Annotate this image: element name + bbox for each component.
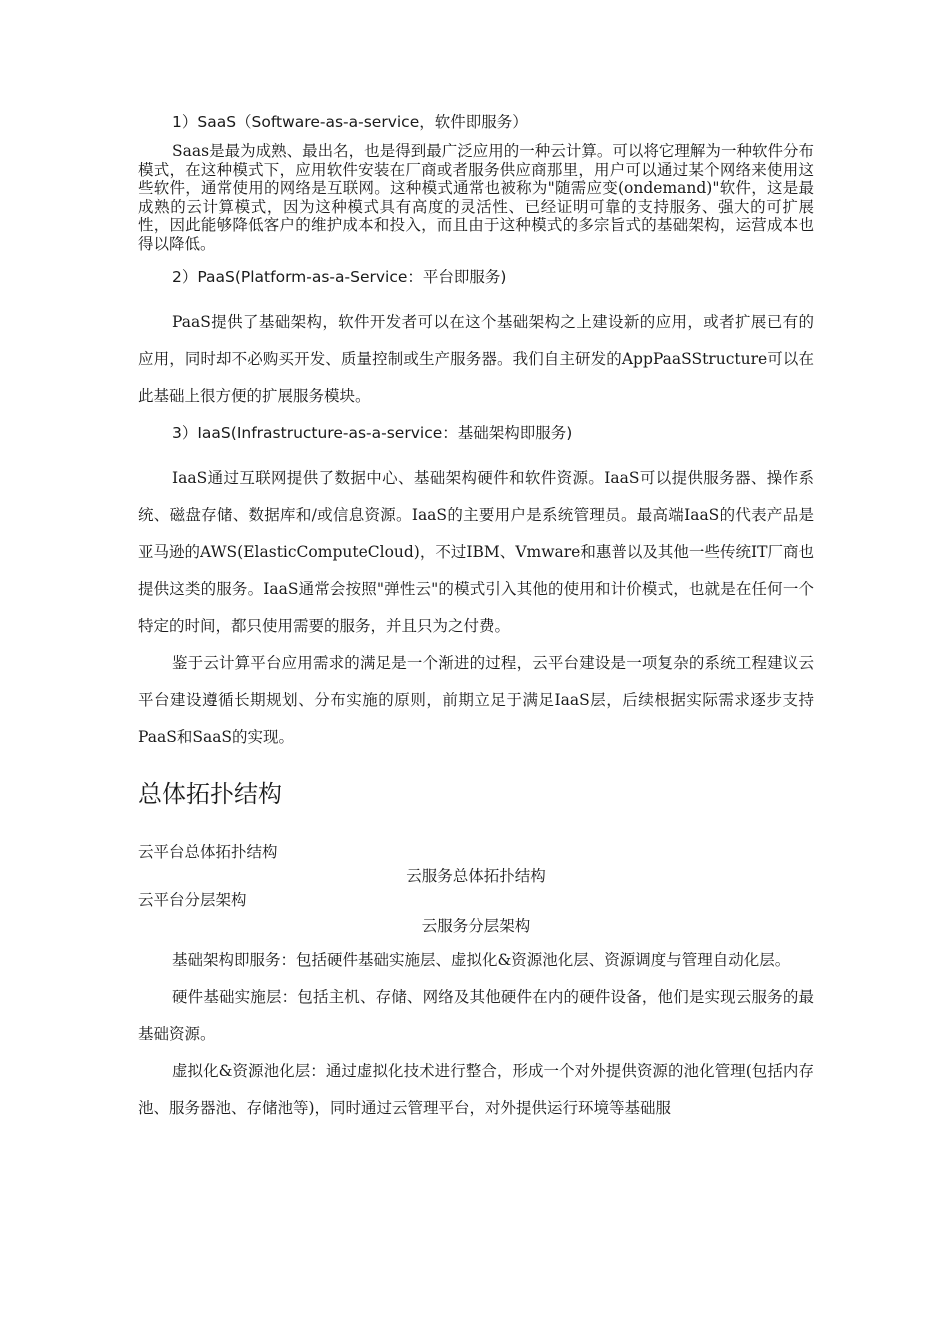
- document-page: [138, 108, 814, 1127]
- layers-caption: 云服务分层架构: [421, 917, 531, 935]
- topology-caption: 云服务总体拓扑结构: [406, 867, 546, 885]
- saas-paragraph: Saas是最为成熟、最出名，也是得到最广泛应用的一种云计算。可以将它理解为一种软件分布模式，在这种模式下，应用软件安装在厂商或者服务供应商那里，用户可以通过某个网络来使用这些软件，通常使用的网络是互联网。这种模式通常也被称为"随需应变(ondemand)"软件，这是最成熟的云计算模式，因为这种模式具有高度的灵活性、已经证明可靠的支持服务、强大的可扩展性，因此能够降低客户的维护成本和投入，而且由于这种模式的多宗旨式的基础架构，运营成本也得以降低。: [138, 142, 814, 253]
- paas-heading: 2）PaaS(Platform-as-a-Service：平台即服务): [172, 268, 507, 286]
- section-title: 总体拓扑结构: [138, 780, 282, 808]
- saas-heading: 1）SaaS（Software-as-a-service，软件即服务）: [172, 113, 528, 131]
- iaas-heading: 3）IaaS(Infrastructure-as-a-service：基础架构即服务): [172, 424, 573, 442]
- paas-paragraph: PaaS提供了基础架构，软件开发者可以在这个基础架构之上建设新的应用，或者扩展已有的应用，同时却不必购买开发、质量控制或生产服务器。我们自主研发的AppPaaSStructure可以在此基础上很方便的扩展服务模块。: [138, 313, 814, 405]
- layers-label: 云平台分层架构: [138, 891, 247, 909]
- iaas-layers-paragraph: 基础架构即服务：包括硬件基础实施层、虚拟化&资源池化层、资源调度与管理自动化层。: [172, 951, 791, 969]
- summary-paragraph: 鉴于云计算平台应用需求的满足是一个渐进的过程，云平台建设是一项复杂的系统工程建议云平台建设遵循长期规划、分布实施的原则，前期立足于满足IaaS层，后续根据实际需求逐步支持PaaS和SaaS的实现。: [138, 654, 814, 746]
- hardware-layer-paragraph: 硬件基础实施层：包括主机、存储、网络及其他硬件在内的硬件设备，他们是实现云服务的最基础资源。: [138, 988, 814, 1043]
- virtualization-layer-paragraph: 虚拟化&资源池化层：通过虚拟化技术进行整合，形成一个对外提供资源的池化管理(包括内存池、服务器池、存储池等)，同时通过云管理平台，对外提供运行环境等基础服: [138, 1062, 814, 1117]
- iaas-paragraph: IaaS通过互联网提供了数据中心、基础架构硬件和软件资源。IaaS可以提供服务器、操作系统、磁盘存储、数据库和/或信息资源。IaaS的主要用户是系统管理员。最高端IaaS的代表产品是亚马逊的AWS(ElasticComputeCloud)，不过IBM、Vmware和惠普以及其他一些传统IT厂商也提供这类的服务。IaaS通常会按照"弹性云"的模式引入其他的使用和计价模式，也就是在任何一个特定的时间，都只使用需要的服务，并且只为之付费。: [138, 469, 814, 635]
- topology-label: 云平台总体拓扑结构: [138, 843, 278, 861]
